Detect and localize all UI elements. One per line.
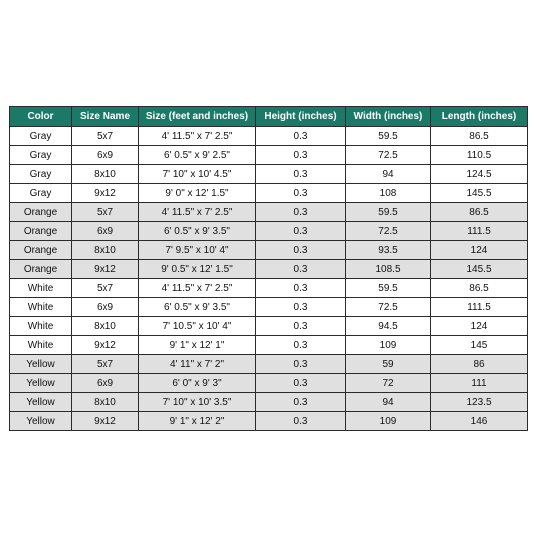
table-row bbox=[10, 393, 528, 412]
cell-size-feet-inches: 9' 0" x 12' 1.5" bbox=[139, 184, 256, 203]
cell-size-name: 5x7 bbox=[72, 127, 139, 146]
cell-size-feet-inches: 9' 0.5" x 12' 1.5" bbox=[139, 260, 256, 279]
cell-size-feet-inches: 4' 11.5" x 7' 2.5" bbox=[139, 279, 256, 298]
cell-width: 72.5 bbox=[346, 298, 431, 317]
cell-size-feet-inches: 9' 1" x 12' 1" bbox=[139, 336, 256, 355]
cell-size-feet-inches: 7' 10" x 10' 3.5" bbox=[139, 393, 256, 412]
cell-height: 0.3 bbox=[256, 203, 346, 222]
cell-height: 0.3 bbox=[256, 355, 346, 374]
cell-color: White bbox=[10, 279, 72, 298]
table-row bbox=[10, 146, 528, 165]
header-row bbox=[10, 107, 528, 127]
table-header bbox=[10, 107, 528, 127]
cell-length: 111 bbox=[431, 374, 528, 393]
cell-size-feet-inches: 4' 11.5" x 7' 2.5" bbox=[139, 127, 256, 146]
cell-size-feet-inches: 7' 9.5" x 10' 4" bbox=[139, 241, 256, 260]
cell-width: 109 bbox=[346, 412, 431, 431]
cell-height: 0.3 bbox=[256, 412, 346, 431]
cell-length: 86.5 bbox=[431, 279, 528, 298]
cell-width: 59.5 bbox=[346, 127, 431, 146]
cell-size-name: 8x10 bbox=[72, 393, 139, 412]
cell-width: 94 bbox=[346, 393, 431, 412]
cell-size-name: 9x12 bbox=[72, 336, 139, 355]
cell-height: 0.3 bbox=[256, 393, 346, 412]
cell-height: 0.3 bbox=[256, 336, 346, 355]
cell-length: 145 bbox=[431, 336, 528, 355]
cell-height: 0.3 bbox=[256, 317, 346, 336]
cell-color: Yellow bbox=[10, 393, 72, 412]
table-row bbox=[10, 222, 528, 241]
size-chart-table-container bbox=[9, 106, 527, 431]
cell-width: 59.5 bbox=[346, 203, 431, 222]
cell-color: White bbox=[10, 298, 72, 317]
table-row bbox=[10, 241, 528, 260]
header-width: Width (inches) bbox=[346, 107, 431, 127]
cell-color: White bbox=[10, 317, 72, 336]
table-row bbox=[10, 412, 528, 431]
cell-size-name: 5x7 bbox=[72, 203, 139, 222]
table-row bbox=[10, 298, 528, 317]
cell-height: 0.3 bbox=[256, 279, 346, 298]
header-color: Color bbox=[10, 107, 72, 127]
cell-height: 0.3 bbox=[256, 222, 346, 241]
cell-size-feet-inches: 9' 1" x 12' 2" bbox=[139, 412, 256, 431]
cell-size-name: 9x12 bbox=[72, 260, 139, 279]
cell-size-feet-inches: 6' 0.5" x 9' 2.5" bbox=[139, 146, 256, 165]
cell-length: 124 bbox=[431, 317, 528, 336]
cell-length: 145.5 bbox=[431, 184, 528, 203]
header-height: Height (inches) bbox=[256, 107, 346, 127]
cell-size-name: 6x9 bbox=[72, 146, 139, 165]
cell-height: 0.3 bbox=[256, 146, 346, 165]
cell-width: 59 bbox=[346, 355, 431, 374]
cell-size-name: 6x9 bbox=[72, 222, 139, 241]
cell-color: White bbox=[10, 336, 72, 355]
table-row bbox=[10, 317, 528, 336]
cell-size-feet-inches: 4' 11" x 7' 2" bbox=[139, 355, 256, 374]
cell-size-name: 6x9 bbox=[72, 298, 139, 317]
cell-size-feet-inches: 6' 0.5" x 9' 3.5" bbox=[139, 298, 256, 317]
cell-color: Orange bbox=[10, 241, 72, 260]
cell-length: 86.5 bbox=[431, 203, 528, 222]
cell-length: 86 bbox=[431, 355, 528, 374]
cell-size-name: 8x10 bbox=[72, 241, 139, 260]
cell-color: Orange bbox=[10, 203, 72, 222]
cell-length: 123.5 bbox=[431, 393, 528, 412]
table-row bbox=[10, 203, 528, 222]
cell-size-name: 5x7 bbox=[72, 279, 139, 298]
cell-color: Orange bbox=[10, 222, 72, 241]
cell-length: 111.5 bbox=[431, 298, 528, 317]
table-row bbox=[10, 184, 528, 203]
cell-height: 0.3 bbox=[256, 298, 346, 317]
cell-size-feet-inches: 7' 10" x 10' 4.5" bbox=[139, 165, 256, 184]
cell-size-feet-inches: 7' 10.5" x 10' 4" bbox=[139, 317, 256, 336]
cell-length: 86.5 bbox=[431, 127, 528, 146]
table-row bbox=[10, 374, 528, 393]
header-size-feet-inches: Size (feet and inches) bbox=[139, 107, 256, 127]
cell-size-name: 8x10 bbox=[72, 317, 139, 336]
cell-color: Yellow bbox=[10, 355, 72, 374]
cell-size-feet-inches: 6' 0.5" x 9' 3.5" bbox=[139, 222, 256, 241]
cell-size-feet-inches: 6' 0" x 9' 3" bbox=[139, 374, 256, 393]
cell-width: 94.5 bbox=[346, 317, 431, 336]
header-length: Length (inches) bbox=[431, 107, 528, 127]
cell-width: 109 bbox=[346, 336, 431, 355]
cell-width: 72.5 bbox=[346, 222, 431, 241]
table-row bbox=[10, 336, 528, 355]
cell-color: Gray bbox=[10, 127, 72, 146]
table-row bbox=[10, 127, 528, 146]
cell-size-name: 6x9 bbox=[72, 374, 139, 393]
cell-color: Yellow bbox=[10, 374, 72, 393]
cell-height: 0.3 bbox=[256, 374, 346, 393]
cell-color: Orange bbox=[10, 260, 72, 279]
cell-length: 145.5 bbox=[431, 260, 528, 279]
cell-size-feet-inches: 4' 11.5" x 7' 2.5" bbox=[139, 203, 256, 222]
table-row bbox=[10, 279, 528, 298]
cell-height: 0.3 bbox=[256, 241, 346, 260]
cell-height: 0.3 bbox=[256, 127, 346, 146]
cell-width: 108 bbox=[346, 184, 431, 203]
cell-width: 94 bbox=[346, 165, 431, 184]
cell-length: 124.5 bbox=[431, 165, 528, 184]
cell-color: Yellow bbox=[10, 412, 72, 431]
cell-height: 0.3 bbox=[256, 165, 346, 184]
header-size-name: Size Name bbox=[72, 107, 139, 127]
cell-color: Gray bbox=[10, 146, 72, 165]
cell-height: 0.3 bbox=[256, 260, 346, 279]
size-chart-table bbox=[9, 106, 528, 431]
cell-length: 146 bbox=[431, 412, 528, 431]
table-row bbox=[10, 355, 528, 374]
table-row bbox=[10, 260, 528, 279]
cell-length: 111.5 bbox=[431, 222, 528, 241]
cell-length: 110.5 bbox=[431, 146, 528, 165]
cell-color: Gray bbox=[10, 184, 72, 203]
cell-width: 59.5 bbox=[346, 279, 431, 298]
cell-width: 72 bbox=[346, 374, 431, 393]
cell-height: 0.3 bbox=[256, 184, 346, 203]
table-body bbox=[10, 127, 528, 431]
cell-width: 108.5 bbox=[346, 260, 431, 279]
cell-size-name: 8x10 bbox=[72, 165, 139, 184]
cell-length: 124 bbox=[431, 241, 528, 260]
cell-size-name: 5x7 bbox=[72, 355, 139, 374]
cell-size-name: 9x12 bbox=[72, 412, 139, 431]
cell-color: Gray bbox=[10, 165, 72, 184]
cell-size-name: 9x12 bbox=[72, 184, 139, 203]
table-row bbox=[10, 165, 528, 184]
cell-width: 72.5 bbox=[346, 146, 431, 165]
cell-width: 93.5 bbox=[346, 241, 431, 260]
